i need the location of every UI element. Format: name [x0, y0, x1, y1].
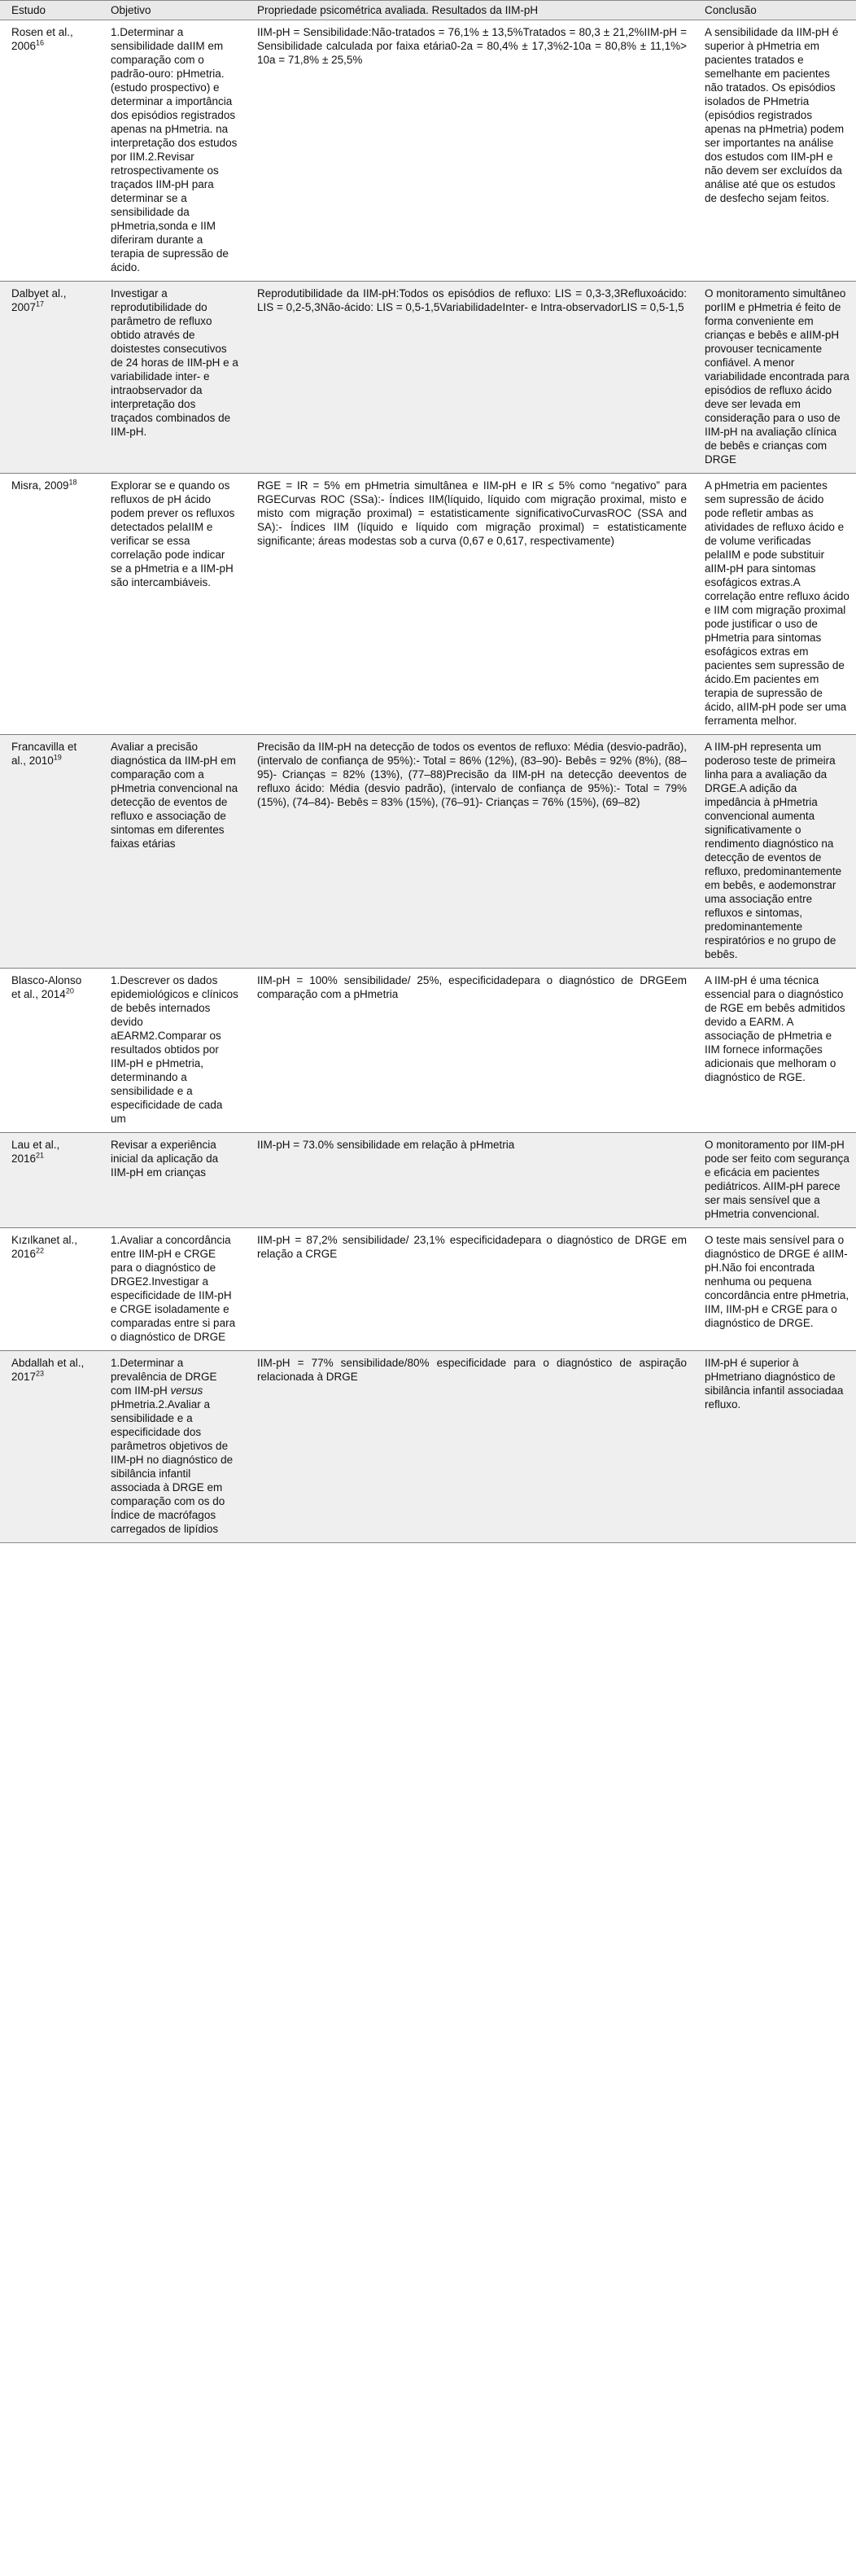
cell-propriedade: RGE = IR = 5% em pHmetria simultânea e IIM-pH e IR ≤ 5% como “negativo” para RGECurvas ROC (SSa):- Índices IIM(líquido, líquido com migração proximal, misto e misto com migração proximal) = estatisticamente significativoCurvasROC (SSA and SA):- Índices IIM (líquido e líquido com migração proximal) = estatisticamente significante; áreas modestas sob a curva (0,67 e 0,617, respectivamente) [246, 474, 693, 735]
cell-objetivo: Explorar se e quando os refluxos de pH ácido podem prever os refluxos detectados pelaIIM e verificar se essa correlação pode indicar se a pHmetria e a IIM-pH são intercambiáveis. [99, 474, 246, 735]
table-row [0, 1133, 856, 1228]
reference-number: 17 [36, 300, 45, 308]
cell-estudo [0, 735, 99, 969]
reference-number: 22 [36, 1246, 45, 1255]
table-row [0, 1351, 856, 1543]
cell-propriedade: IIM-pH = 100% sensibilidade/ 25%, especificidadepara o diagnóstico de DRGEem comparação com a pHmetria [246, 969, 693, 1133]
objetivo-text-part: 1.Determinar a prevalência de DRGE com IIM-pH [111, 1357, 217, 1397]
study-citation: Francavilla et al., 2010 [11, 741, 77, 767]
reference-number: 19 [53, 753, 62, 762]
table-row [0, 282, 856, 474]
study-citation: Blasco-Alonso et al., 2014 [11, 974, 82, 1000]
cell-conclusao: A IIM-pH representa um poderoso teste de primeira linha para a avaliação da DRGE.A adição da impedância à pHmetria convencional aumenta significativamente o rendimento diagnóstico na detecção de eventos de refluxo, predominantemente em bebês, e aodemonstrar uma associação entre refluxos e sintomas, predominantemente respiratórios e no grupo de bebês. [693, 735, 856, 969]
cell-objetivo [99, 1351, 246, 1543]
study-citation: Kızılkanet al., 2016 [11, 1234, 78, 1260]
table-row [0, 969, 856, 1133]
study-citation: Abdallah et al., 2017 [11, 1357, 85, 1383]
cell-propriedade: Reprodutibilidade da IIM-pH:Todos os episódios de refluxo: LIS = 0,3-3,3Refluxoácido: LIS = 0,2-5,3Não-ácido: LIS = 0,5-1,5VariabilidadeInter- e Intra-observadorLIS = 0,5-1,5 [246, 282, 693, 474]
cell-objetivo: Investigar a reprodutibilidade do parâmetro de refluxo obtido através de doistestes consecutivos de 24 horas de IIM-pH e a variabilidade inter- e intraobservador da interpretação dos traçados combinados de IIM-pH. [99, 282, 246, 474]
cell-conclusao: O monitoramento por IIM-pH pode ser feito com segurança e eficácia em pacientes pediátricos. AIIM-pH parece ser mais sensível que a pHmetria convencional. [693, 1133, 856, 1228]
study-citation: Misra, 2009 [11, 479, 69, 492]
table-row [0, 20, 856, 282]
study-citation: Rosen et al., 2006 [11, 26, 73, 52]
cell-propriedade: IIM-pH = 77% sensibilidade/80% especificidade para o diagnóstico de aspiração relacionada à DRGE [246, 1351, 693, 1543]
table-row [0, 474, 856, 735]
cell-propriedade: IIM-pH = 87,2% sensibilidade/ 23,1% especificidadepara o diagnóstico de DRGE em relação a CRGE [246, 1228, 693, 1351]
cell-estudo [0, 1228, 99, 1351]
objetivo-text-part: pHmetria.2.Avaliar a sensibilidade e a especificidade dos parâmetros objetivos de IIM-pH no diagnóstico de sibilância infantil associada à DRGE em comparação com os do Índice de macrófagos carregados de lipídios [111, 1398, 234, 1535]
cell-objetivo: Revisar a experiência inicial da aplicação da IIM-pH em crianças [99, 1133, 246, 1228]
cell-objetivo: 1.Descrever os dados epidemiológicos e clínicos de bebês internados devido aEARM2.Comparar os resultados obtidos por IIM-pH e pHmetria, determinando a sensibilidade e a especificidade de cada um [99, 969, 246, 1133]
study-citation: Lau et al., 2016 [11, 1139, 60, 1165]
cell-conclusao: A pHmetria em pacientes sem supressão de ácido pode refletir ambas as atividades de refluxo ácido e de volume verificadas pelaIIM e pode substituir aIIM-pH para sintomas esofágicos extras.A correlação entre refluxo ácido e IIM com migração proximal pode justificar o uso de pHmetria para sintomas esofágicos extras em pacientes sem supressão de ácido.Em pacientes em terapia de supressão de ácido, aIIM-pH pode ser uma ferramenta melhor. [693, 474, 856, 735]
header-row [0, 1, 856, 20]
cell-propriedade: IIM-pH = Sensibilidade:Não-tratados = 76,1% ± 13,5%Tratados = 80,3 ± 21,2%IIM-pH = Sensibilidade calculada por faixa etária0-2a = 80,4% ± 17,3%2-10a = 80,8% ± 11,1%> 10a = 71,8% ± 25,5% [246, 20, 693, 282]
cell-estudo [0, 969, 99, 1133]
cell-conclusao: O monitoramento simultâneo porIIM e pHmetria é feito de forma conveniente em crianças e bebês e aIIM-pH provouser tecnicamente confiável. A menor variabilidade encontrada para episódios de refluxo ácido deve ser levada em consideração para o uso de IIM-pH na avaliação clínica de bebês e crianças com DRGE [693, 282, 856, 474]
cell-estudo [0, 474, 99, 735]
cell-objetivo: 1.Avaliar a concordância entre IIM-pH e CRGE para o diagnóstico de DRGE2.Investigar a especificidade de IIM-pH e CRGE isoladamente e comparadas entre si para o diagnóstico de DRGE [99, 1228, 246, 1351]
cell-objetivo: 1.Determinar a sensibilidade daIIM em comparação com o padrão-ouro: pHmetria. (estudo prospectivo) e determinar a importância dos episódios registrados apenas na pHmetria. na interpretação dos estudos por IIM.2.Revisar retrospectivamente os traçados IIM-pH para determinar se a sensibilidade da pHmetria,sonda e IIM diferiram durante a terapia de supressão de ácido. [99, 20, 246, 282]
reference-number: 20 [65, 986, 74, 995]
cell-estudo [0, 20, 99, 282]
cell-objetivo: Avaliar a precisão diagnóstica da IIM-pH em comparação com a pHmetria convencional na detecção de eventos de refluxo e associação de sintomas em diferentes faixas etárias [99, 735, 246, 969]
cell-propriedade: Precisão da IIM-pH na detecção de todos os eventos de refluxo: Média (desvio-padrão), (intervalo de confiança de 95%):- Total = 86% (12%), (83–90)- Bebês = 92% (8%), (88–95)- Crianças = 82% (13%), (77–88)Precisão da IIM-pH na detecção deeventos de refluxo ácido: Média (desvio padrão), (intervalo de confiança de 95%):- Total = 79% (15%), (74–84)- Bebês = 83% (15%), (76–91)- Crianças = 76% (15%), (69–82) [246, 735, 693, 969]
reference-number: 18 [68, 478, 77, 487]
reference-number: 21 [36, 1151, 45, 1160]
header-conclusao: Conclusão [693, 1, 856, 20]
header-objetivo: Objetivo [99, 1, 246, 20]
cell-conclusao: O teste mais sensível para o diagnóstico de DRGE é aIIM-pH.Não foi encontrada nenhuma ou pequena concordância entre pHmetria, IIM, IIM-pH e CRGE para o diagnóstico de DRGE. [693, 1228, 856, 1351]
reference-number: 16 [36, 38, 45, 47]
cell-estudo [0, 1351, 99, 1543]
cell-estudo [0, 1133, 99, 1228]
reference-number: 23 [36, 1369, 45, 1378]
cell-conclusao: A sensibilidade da IIM-pH é superior à pHmetria em pacientes tratados e semelhante em pacientes não tratados. Os episódios isolados de PHmetria (episódios registrados apenas na pHmetria) podem ser importantes na análise dos estudos com IIM-pH e não devem ser excluídos da análise até que os estudos de desfecho sejam feitos. [693, 20, 856, 282]
table-row [0, 735, 856, 969]
cell-conclusao: A IIM-pH é uma técnica essencial para o diagnóstico de RGE em bebês admitidos devido a EARM. A associação de pHmetria e IIM fornece informações adicionais que melhoram o diagnóstico de RGE. [693, 969, 856, 1133]
table-row [0, 1228, 856, 1351]
header-propriedade: Propriedade psicométrica avaliada. Resultados da IIM-pH [246, 1, 693, 20]
header-estudo: Estudo [0, 1, 99, 20]
study-citation: Dalbyet al., 2007 [11, 287, 67, 313]
cell-propriedade: IIM-pH = 73.0% sensibilidade em relação à pHmetria [246, 1133, 693, 1228]
cell-estudo [0, 282, 99, 474]
objetivo-versus-italic: versus [170, 1384, 203, 1397]
cell-conclusao: IIM-pH é superior à pHmetriano diagnóstico de sibilância infantil associadaa refluxo. [693, 1351, 856, 1543]
